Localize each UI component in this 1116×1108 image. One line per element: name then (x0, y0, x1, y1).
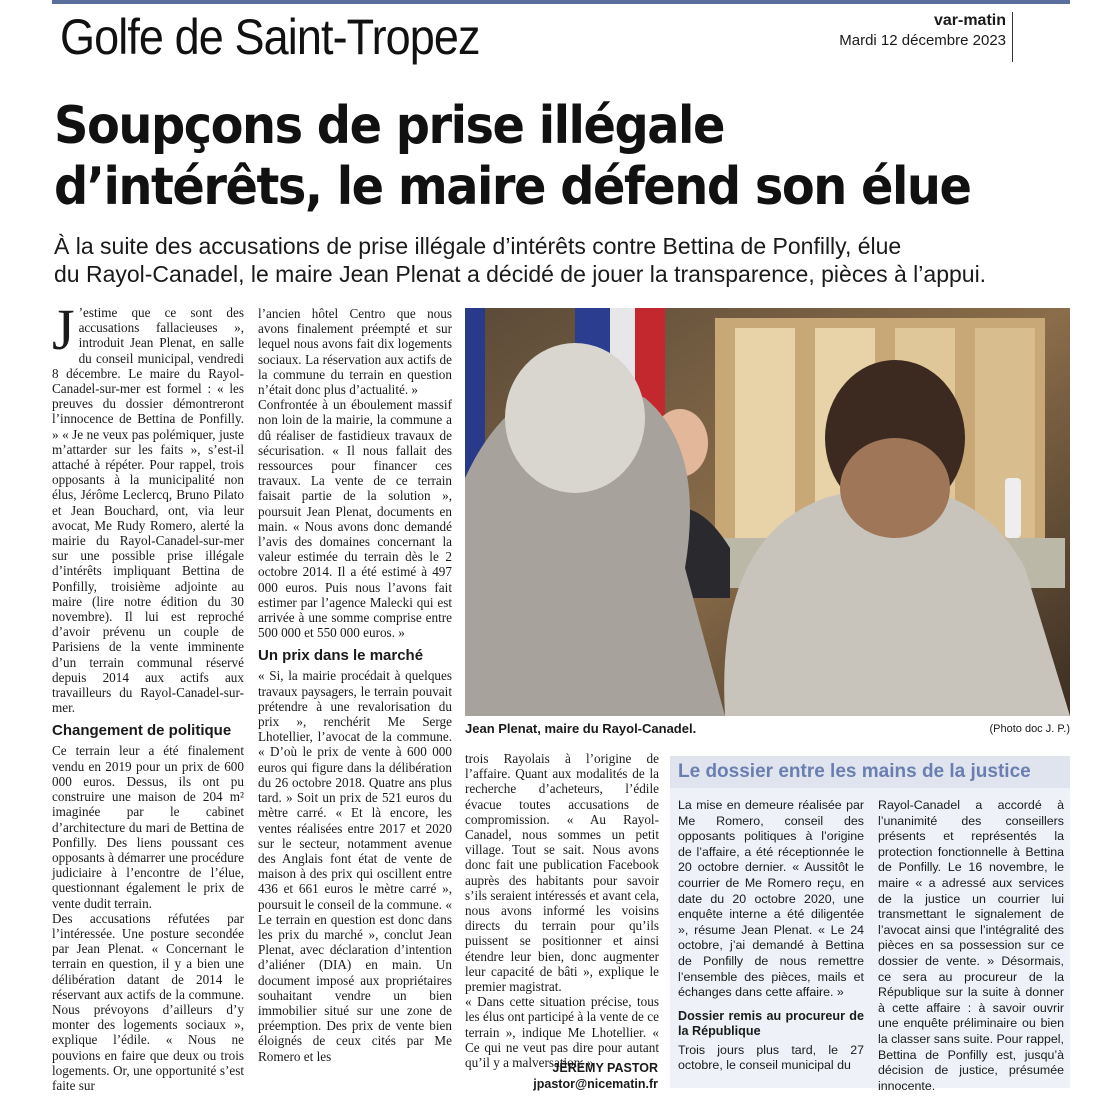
author-name: JÉRÉMY PASTOR (552, 1061, 658, 1075)
paragraph: Trois jours plus tard, le 27 octobre, le conseil municipal du (678, 1042, 864, 1073)
deck-line-2: du Rayol-Canadel, le maire Jean Plenat a décidé de jouer la transparence, pièces à l’appui. (54, 261, 987, 287)
paragraph: l’ancien hôtel Centro que nous avons finalement préempté et sur lequel nous avons fait dix logements sociaux. La réservation aux actifs de la commune du terrain en question n’était donc plus d’actualité. » (258, 306, 452, 398)
subheading: Dossier remis au procureur de la République (678, 1008, 864, 1038)
author-signature (462, 1060, 658, 1092)
photo-illustration (465, 308, 1070, 716)
paragraph: Ce terrain leur a été finalement vendu en 2019 pour un prix de 600 000 euros. Dessus, ils ont pu construire une maison de 204 m² imaginée par le cabinet d’architecture du mari de Bettina de Ponfilly. Des liens poussant ces opposants à démarrer une procédure judiciaire à l’encontre de l’élue, questionnant également le prix de vente dudit terrain. (52, 743, 244, 911)
drop-cap: J (52, 297, 75, 362)
photo-caption: Jean Plenat, maire du Rayol-Canadel. (465, 721, 697, 736)
headline-line-1: Soupçons de prise illégale (54, 96, 724, 156)
masthead-rule (1012, 12, 1013, 62)
paragraph: « Dans cette situation précise, tous les élus ont participé à la vente de ce terrain », indique Me Lhotellier. « Ce qui ne veut pas dire pour autant qu’il y a malversation. » (465, 994, 659, 1071)
photo-credit: (Photo doc J. P.) (989, 723, 1070, 735)
masthead (839, 12, 1006, 49)
deck (54, 232, 1074, 288)
sidebar-box-title: Le dossier entre les mains de la justice (678, 761, 1031, 782)
paragraph: Rayol-Canadel a accordé à l’unanimité des conseillers présents et représentés la protection fonctionnelle à Bettina de Ponfilly. Le 16 novembre, le maire « a adressé aux services de la justice un courrier lui transmettant le signalement de l’avocat ainsi que l’intégralité des pièces en sa possession sur ce dossier de vente. » Désormais, ce sera au procureur de la République sur la suite à donner à cette affaire : à savoir ouvrir une enquête préliminaire ou bien la classer sans suite. Pour rappel, Bettina de Ponfilly est, jusqu’à décision de justice, présumée innocente. (878, 798, 1064, 1093)
article-column-2 (258, 306, 452, 1064)
sidebar-box-header (670, 756, 1070, 788)
article-column-3 (465, 751, 659, 1070)
article-photo (465, 308, 1070, 716)
publication-date: Mardi 12 décembre 2023 (839, 32, 1006, 49)
sidebar-column-2 (878, 798, 1064, 1094)
subheading: Changement de politique (52, 722, 232, 740)
paragraph-text: ’estime que ce sont des accusations fallacieuses », introduit Jean Plenat, en salle du conseil municipal, vendredi 8 décembre. Le maire du Rayol-Canadel-sur-mer est formel : « les preuves du dossier démontreront l’innocence de Bettina de Ponfilly. » « Je ne veux pas polémiquer, juste m’attarder sur les faits », s’est-il attaché à répéter. Pour rappel, trois opposants à la municipalité non élus, Jérôme Leclercq, Bruno Pilato et Jean Bouchard, ont, via leur avocat, Me Rudy Romero, alerté la mairie du Rayol-Canadel-sur-mer sur une possible prise illégale d’intérêts impliquant Bettina de Ponfilly, troisième adjointe au maire (lire notre édition du 30 novembre). Il lui est reproché d’avoir prévenu un couple de Parisiens de la vente imminente d’un terrain communal réservé depuis 2014 aux actifs aux travailleurs du Rayol-Canadel-sur-mer. (52, 305, 244, 716)
section-title: Golfe de Saint-Tropez (60, 9, 480, 65)
newspaper-name: var-matin (933, 12, 1006, 29)
subheading: Un prix dans le marché (258, 647, 424, 665)
deck-line-1: À la suite des accusations de prise illégale d’intérêts contre Bettina de Ponfilly, élue (54, 233, 902, 259)
headline (54, 96, 1002, 218)
paragraph: Des accusations réfutées par l’intéressée. Une posture secondée par Jean Plenat. « Concernant le terrain en question, il y a bien une délibération datant de 2014 le réservant aux actifs de la commune. Nous prévoyons d’ailleurs d’y monter des logements sociaux », explique l’édile. « Nous ne pouvions en faire que deux ou trois logements. Or, une opportunité s’est faite sur (52, 910, 244, 1093)
author-email: jpastor@nicematin.fr (533, 1077, 658, 1091)
headline-line-2: d’intérêts, le maire défend son élue (54, 157, 971, 217)
paragraph: trois Rayolais à l’origine de l’affaire. Quant aux modalités de la recherche d’acheteurs, l’édile évacue toutes accusations de compromission. « Au Rayol-Canadel, nous sommes un petit village. Tout se sait. Nous avons donc fait une publication Facebook auprès des habitants pour savoir s’ils seraient intéressés et avant cela, nous avons informé les voisins directs du terrain pour qu’ils puissent se positionner et ainsi étendre leur bien, donc augmenter leur capacité de bâti », explique le premier magistrat. (465, 751, 659, 995)
paragraph: Confrontée à un éboulement massif non loin de la mairie, la commune a dû réaliser de fastidieux travaux de sécurisation. « Il nous fallait des ressources pour financer ces travaux. La vente de ce terrain faisait partie de la solution », poursuit Jean Plenat, documents en main. « Nous avons donc demandé l’avis des domaines concernant la valeur estimée du terrain dès le 2 octobre 2014. Il a été estimé à 497 000 euros. Puis nous l’avons fait estimer par l’agence Malecki qui est arrivée à une somme comprise entre 500 000 et 550 000 euros. » (258, 397, 452, 641)
paragraph (52, 297, 244, 716)
sidebar-column-1 (678, 798, 864, 1074)
top-rule (52, 0, 1070, 4)
paragraph: « Si, la mairie procédait à quelques travaux paysagers, le terrain pouvait prétendre à une revalorisation du prix », renchérit Me Serge Lhotellier, l’avocat de la commune. « D’où le prix de vente à 600 000 euros qui figure dans la délibération du 26 octobre 2018. Quatre ans plus tard. » Soit un prix de 521 euros du mètre carré. « Et là encore, les ventes réalisées entre 2017 et 2020 sur le secteur, notamment avenue des Anglais font état de vente de maison à des prix qui oscillent entre 436 et 661 euros le mètre carré », poursuit le conseil de la commune. « Le terrain en question est donc dans les prix du marché », conclut Jean Plenat, avec déclaration d’intention d’aliéner (DIA) en main. Un document imposé aux propriétaires souhaitant vendre un bien immobilier situé sur une zone de préemption. Des prix de vente bien éloignés de ceux cités par Me Romero et les (258, 668, 452, 1064)
article-column-1 (52, 297, 244, 1093)
paragraph: La mise en demeure réalisée par Me Romero, conseil des opposants politiques à l’origine de l’affaire, a été réceptionnée le 20 octobre dernier. « Aussitôt le courrier de Me Romero reçu, en date du 20 octobre 2020, une enquête interne a été diligentée », résume Jean Plenat. « Le 24 octobre, j’ai demandé à Bettina de Ponfilly de nous remettre l’ensemble des pièces, mails et échanges dans cette affaire. » (678, 798, 864, 1000)
